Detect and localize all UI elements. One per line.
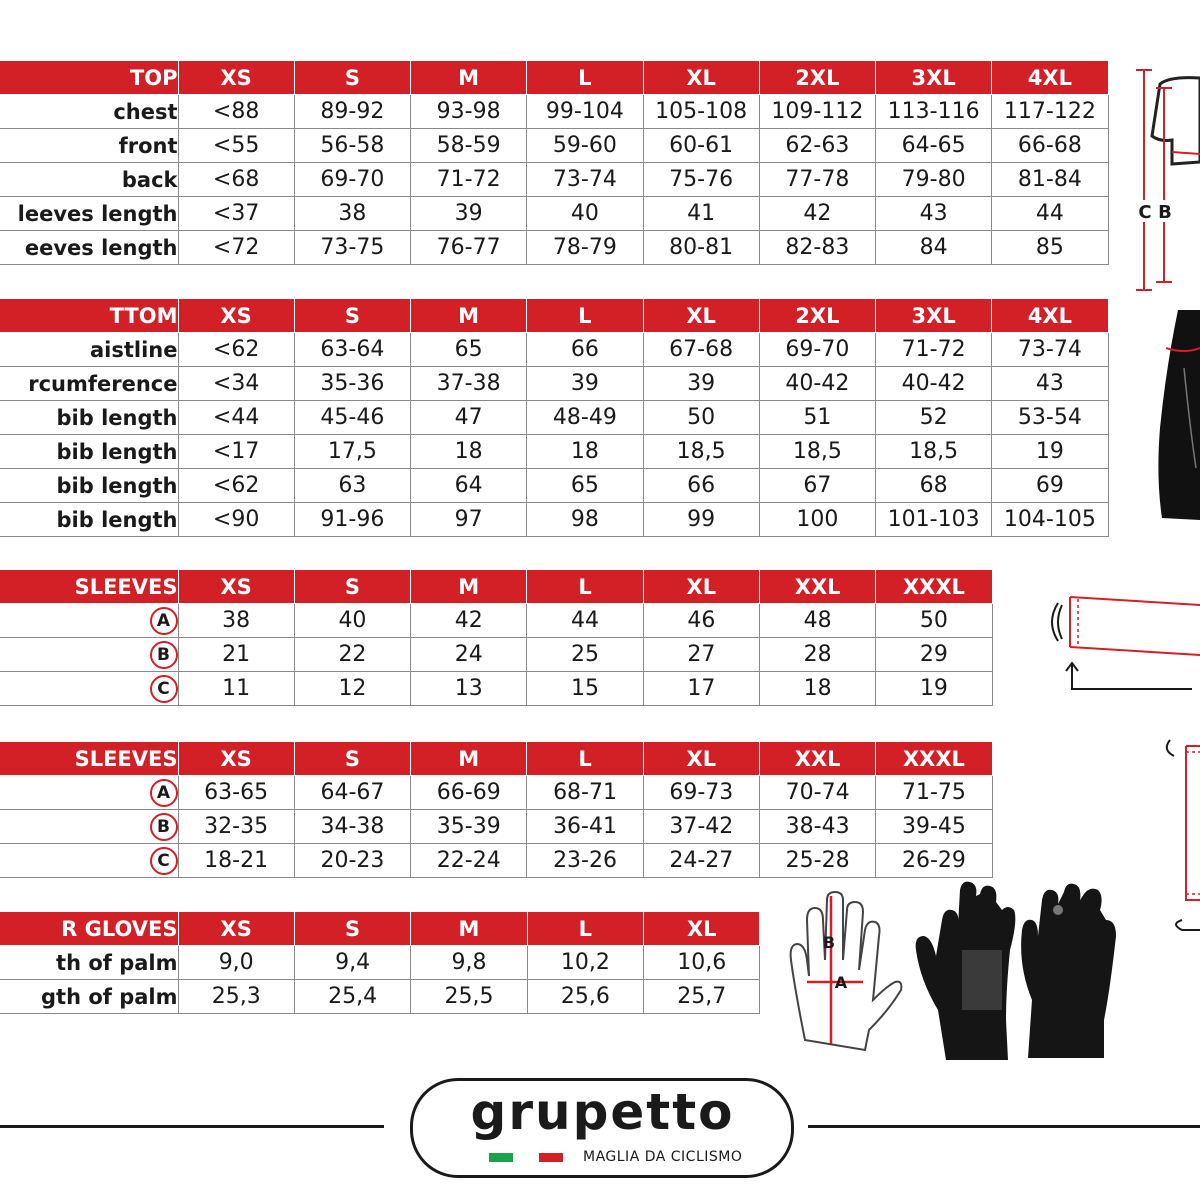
size-value-cell: 22-24	[411, 844, 527, 878]
size-value-cell: 100	[759, 503, 875, 537]
size-value-cell: 113-116	[876, 95, 992, 129]
size-value-cell: 43	[876, 197, 992, 231]
size-value-cell: <68	[178, 163, 294, 197]
circled-letter: B	[150, 641, 178, 669]
leg-sleeve-illustration	[1160, 710, 1200, 936]
size-value-cell: 44	[527, 604, 643, 638]
size-value-cell: 84	[876, 231, 992, 265]
logo-wordmark: grupetto	[470, 1083, 735, 1141]
circled-letter: C	[150, 675, 178, 703]
size-value-cell: 42	[759, 197, 875, 231]
size-header: XS	[178, 299, 294, 333]
logo-divider-right	[808, 1125, 1200, 1128]
hand-measure-illustration	[785, 890, 905, 1055]
table-row	[0, 367, 1108, 401]
size-value-cell: 24	[411, 638, 527, 672]
table-row	[0, 638, 992, 672]
size-value-cell: 76-77	[411, 231, 527, 265]
table-row	[0, 197, 1108, 231]
size-value-cell: 39	[411, 197, 527, 231]
size-value-cell: 63	[294, 469, 410, 503]
size-header: XL	[643, 742, 759, 776]
row-label: aistline	[0, 333, 178, 367]
size-value-cell: 80-81	[643, 231, 759, 265]
jersey-measure-illustration	[1130, 62, 1200, 297]
row-label: th of palm	[0, 946, 178, 980]
size-value-cell: 73-74	[992, 333, 1108, 367]
size-header: XXL	[759, 570, 875, 604]
size-value-cell: 69-73	[643, 776, 759, 810]
size-value-cell: 99	[643, 503, 759, 537]
size-value-cell: 65	[527, 469, 643, 503]
size-value-cell: 9,0	[178, 946, 294, 980]
table-row	[0, 231, 1108, 265]
size-value-cell: 69	[992, 469, 1108, 503]
size-header: 3XL	[876, 61, 992, 95]
size-value-cell: 81-84	[992, 163, 1108, 197]
row-label: gth of palm	[0, 980, 178, 1014]
size-value-cell: 71-72	[411, 163, 527, 197]
size-header: S	[294, 912, 410, 946]
size-value-cell: 62-63	[759, 129, 875, 163]
table-header-row	[0, 912, 760, 946]
table-row	[0, 672, 992, 706]
size-header: L	[527, 570, 643, 604]
size-value-cell: 101-103	[876, 503, 992, 537]
size-value-cell: 18	[411, 435, 527, 469]
size-value-cell: 45-46	[294, 401, 410, 435]
logo-flag-green	[489, 1153, 513, 1162]
size-value-cell: 18,5	[643, 435, 759, 469]
size-value-cell: 27	[643, 638, 759, 672]
size-value-cell: 18	[759, 672, 875, 706]
size-value-cell: 37-42	[643, 810, 759, 844]
size-header: XS	[178, 570, 294, 604]
row-label: rcumference	[0, 367, 178, 401]
size-value-cell: <34	[178, 367, 294, 401]
logo-tagline: MAGLIA DA CICLISMO	[583, 1149, 743, 1165]
row-label	[0, 810, 178, 844]
size-value-cell: 50	[643, 401, 759, 435]
table-row	[0, 980, 760, 1014]
size-value-cell: 42	[411, 604, 527, 638]
size-value-cell: 34-38	[294, 810, 410, 844]
size-value-cell: 48-49	[527, 401, 643, 435]
size-value-cell: 39	[527, 367, 643, 401]
size-value-cell: 89-92	[294, 95, 410, 129]
row-label: bib length	[0, 503, 178, 537]
size-value-cell: 25	[527, 638, 643, 672]
table-row	[0, 604, 992, 638]
size-value-cell: 39-45	[876, 810, 992, 844]
size-value-cell: 65	[411, 333, 527, 367]
table-row	[0, 844, 992, 878]
size-header: S	[294, 299, 410, 333]
size-value-cell: 35-36	[294, 367, 410, 401]
size-value-cell: 13	[411, 672, 527, 706]
row-label: front	[0, 129, 178, 163]
size-value-cell: 66	[643, 469, 759, 503]
row-label: back	[0, 163, 178, 197]
size-value-cell: 25,6	[527, 980, 643, 1014]
size-value-cell: 98	[527, 503, 643, 537]
size-value-cell: 19	[876, 672, 992, 706]
size-value-cell: 78-79	[527, 231, 643, 265]
size-value-cell: 36-41	[527, 810, 643, 844]
size-value-cell: 15	[527, 672, 643, 706]
size-value-cell: <62	[178, 469, 294, 503]
size-value-cell: 82-83	[759, 231, 875, 265]
row-label: leeves length	[0, 197, 178, 231]
size-value-cell: 21	[178, 638, 294, 672]
bottom-size-table	[0, 298, 1109, 537]
row-label	[0, 776, 178, 810]
size-value-cell: 67-68	[643, 333, 759, 367]
size-value-cell: 17,5	[294, 435, 410, 469]
size-value-cell: 25,3	[178, 980, 294, 1014]
size-value-cell: 64	[411, 469, 527, 503]
row-label	[0, 604, 178, 638]
size-value-cell: 64-65	[876, 129, 992, 163]
size-value-cell: 40-42	[876, 367, 992, 401]
size-value-cell: 38-43	[759, 810, 875, 844]
circled-letter: B	[150, 813, 178, 841]
table-row	[0, 333, 1108, 367]
size-value-cell: <37	[178, 197, 294, 231]
size-value-cell: 46	[643, 604, 759, 638]
size-header: 4XL	[992, 61, 1108, 95]
size-value-cell: 48	[759, 604, 875, 638]
row-label	[0, 638, 178, 672]
size-header: XXXL	[876, 570, 992, 604]
size-value-cell: 58-59	[411, 129, 527, 163]
size-value-cell: 73-75	[294, 231, 410, 265]
size-header: XL	[643, 61, 759, 95]
hand-label-a: A	[834, 973, 848, 992]
size-header: S	[294, 570, 410, 604]
row-label: bib length	[0, 435, 178, 469]
size-value-cell: 75-76	[643, 163, 759, 197]
size-value-cell: 12	[294, 672, 410, 706]
table-row	[0, 95, 1108, 129]
size-value-cell: 18-21	[178, 844, 294, 878]
size-value-cell: 9,8	[411, 946, 527, 980]
size-header: XL	[643, 299, 759, 333]
size-value-cell: 18,5	[876, 435, 992, 469]
table-row	[0, 503, 1108, 537]
row-label: bib length	[0, 469, 178, 503]
size-value-cell: 66-69	[411, 776, 527, 810]
jersey-label-b: B	[1158, 202, 1172, 223]
size-value-cell: 17	[643, 672, 759, 706]
size-value-cell: 38	[178, 604, 294, 638]
size-value-cell: 53-54	[992, 401, 1108, 435]
size-value-cell: 37-38	[411, 367, 527, 401]
size-header: M	[411, 570, 527, 604]
table-header-row	[0, 742, 992, 776]
size-value-cell: 35-39	[411, 810, 527, 844]
size-header: XL	[644, 912, 760, 946]
row-label: bib length	[0, 401, 178, 435]
size-value-cell: 25-28	[759, 844, 875, 878]
size-value-cell: 41	[643, 197, 759, 231]
size-value-cell: <90	[178, 503, 294, 537]
table-header-row	[0, 570, 992, 604]
table-row	[0, 163, 1108, 197]
hand-label-b: B	[822, 933, 836, 952]
size-header: XS	[178, 912, 294, 946]
size-value-cell: 64-67	[294, 776, 410, 810]
size-value-cell: 25,7	[644, 980, 760, 1014]
size-value-cell: 69-70	[759, 333, 875, 367]
size-header: L	[527, 912, 643, 946]
size-value-cell: 67	[759, 469, 875, 503]
gloves-product-image	[912, 880, 1122, 1065]
size-value-cell: 71-72	[876, 333, 992, 367]
size-value-cell: 91-96	[294, 503, 410, 537]
size-value-cell: 51	[759, 401, 875, 435]
table-row	[0, 401, 1108, 435]
table-row	[0, 946, 760, 980]
table-row	[0, 129, 1108, 163]
size-value-cell: 19	[992, 435, 1108, 469]
table-title: SLEEVES	[0, 570, 178, 604]
row-label	[0, 844, 178, 878]
size-value-cell: 73-74	[527, 163, 643, 197]
size-value-cell: 56-58	[294, 129, 410, 163]
size-value-cell: 66-68	[992, 129, 1108, 163]
size-header: XS	[178, 61, 294, 95]
table-row	[0, 810, 992, 844]
circled-letter: A	[150, 607, 178, 635]
size-value-cell: 23-26	[527, 844, 643, 878]
brand-logo	[410, 1078, 794, 1178]
gloves-size-table	[0, 911, 760, 1014]
size-value-cell: 9,4	[294, 946, 410, 980]
size-value-cell: 11	[178, 672, 294, 706]
size-value-cell: 44	[992, 197, 1108, 231]
size-value-cell: 85	[992, 231, 1108, 265]
size-value-cell: 26-29	[876, 844, 992, 878]
size-value-cell: 93-98	[411, 95, 527, 129]
size-value-cell: 63-64	[294, 333, 410, 367]
size-value-cell: <44	[178, 401, 294, 435]
size-header: 2XL	[759, 61, 875, 95]
leg-sleeves-size-table	[0, 741, 993, 878]
table-header-row	[0, 299, 1108, 333]
size-header: M	[411, 299, 527, 333]
size-value-cell: 25,5	[411, 980, 527, 1014]
size-value-cell: 52	[876, 401, 992, 435]
size-header: 4XL	[992, 299, 1108, 333]
size-header: M	[411, 61, 527, 95]
size-value-cell: 97	[411, 503, 527, 537]
size-value-cell: 68	[876, 469, 992, 503]
size-value-cell: 68-71	[527, 776, 643, 810]
table-title: TTOM	[0, 299, 178, 333]
circled-letter: A	[150, 779, 178, 807]
size-value-cell: <62	[178, 333, 294, 367]
size-value-cell: 38	[294, 197, 410, 231]
size-value-cell: <17	[178, 435, 294, 469]
size-value-cell: 47	[411, 401, 527, 435]
size-header: S	[294, 61, 410, 95]
table-title: SLEEVES	[0, 742, 178, 776]
bib-shorts-illustration	[1150, 308, 1200, 526]
size-header: L	[527, 61, 643, 95]
size-value-cell: 10,6	[644, 946, 760, 980]
size-header: 2XL	[759, 299, 875, 333]
size-value-cell: 39	[643, 367, 759, 401]
size-value-cell: 71-75	[876, 776, 992, 810]
size-value-cell: <72	[178, 231, 294, 265]
row-label: eeves length	[0, 231, 178, 265]
size-value-cell: 40	[294, 604, 410, 638]
size-value-cell: 66	[527, 333, 643, 367]
table-title: R GLOVES	[0, 912, 178, 946]
size-value-cell: <55	[178, 129, 294, 163]
size-value-cell: 50	[876, 604, 992, 638]
size-header: L	[527, 742, 643, 776]
logo-divider-left	[0, 1125, 384, 1128]
size-value-cell: 109-112	[759, 95, 875, 129]
size-value-cell: 43	[992, 367, 1108, 401]
size-value-cell: <88	[178, 95, 294, 129]
row-label	[0, 672, 178, 706]
size-header: XL	[643, 570, 759, 604]
size-value-cell: 20-23	[294, 844, 410, 878]
size-value-cell: 32-35	[178, 810, 294, 844]
arm-sleeves-size-table	[0, 569, 993, 706]
size-header: M	[411, 912, 527, 946]
size-value-cell: 24-27	[643, 844, 759, 878]
size-value-cell: 10,2	[527, 946, 643, 980]
logo-flag-red	[539, 1153, 563, 1162]
table-row	[0, 435, 1108, 469]
table-title: TOP	[0, 61, 178, 95]
top-size-table	[0, 60, 1109, 265]
table-row	[0, 469, 1108, 503]
size-value-cell: 60-61	[643, 129, 759, 163]
size-value-cell: 59-60	[527, 129, 643, 163]
size-header: XS	[178, 742, 294, 776]
table-header-row	[0, 61, 1108, 95]
circled-letter: C	[150, 847, 178, 875]
size-value-cell: 40	[527, 197, 643, 231]
jersey-label-c: C	[1138, 202, 1152, 223]
size-header: M	[411, 742, 527, 776]
size-value-cell: 77-78	[759, 163, 875, 197]
table-row	[0, 776, 992, 810]
size-value-cell: 69-70	[294, 163, 410, 197]
size-value-cell: 104-105	[992, 503, 1108, 537]
size-value-cell: 22	[294, 638, 410, 672]
size-value-cell: 105-108	[643, 95, 759, 129]
size-header: XXXL	[876, 742, 992, 776]
size-header: S	[294, 742, 410, 776]
arm-sleeve-illustration	[1040, 585, 1200, 697]
size-value-cell: 79-80	[876, 163, 992, 197]
size-header: L	[527, 299, 643, 333]
size-value-cell: 40-42	[759, 367, 875, 401]
row-label: chest	[0, 95, 178, 129]
size-value-cell: 70-74	[759, 776, 875, 810]
size-value-cell: 28	[759, 638, 875, 672]
size-value-cell: 99-104	[527, 95, 643, 129]
size-value-cell: 29	[876, 638, 992, 672]
size-value-cell: 63-65	[178, 776, 294, 810]
size-header: XXL	[759, 742, 875, 776]
size-value-cell: 25,4	[294, 980, 410, 1014]
size-value-cell: 117-122	[992, 95, 1108, 129]
size-value-cell: 18,5	[759, 435, 875, 469]
size-header: 3XL	[876, 299, 992, 333]
size-value-cell: 18	[527, 435, 643, 469]
